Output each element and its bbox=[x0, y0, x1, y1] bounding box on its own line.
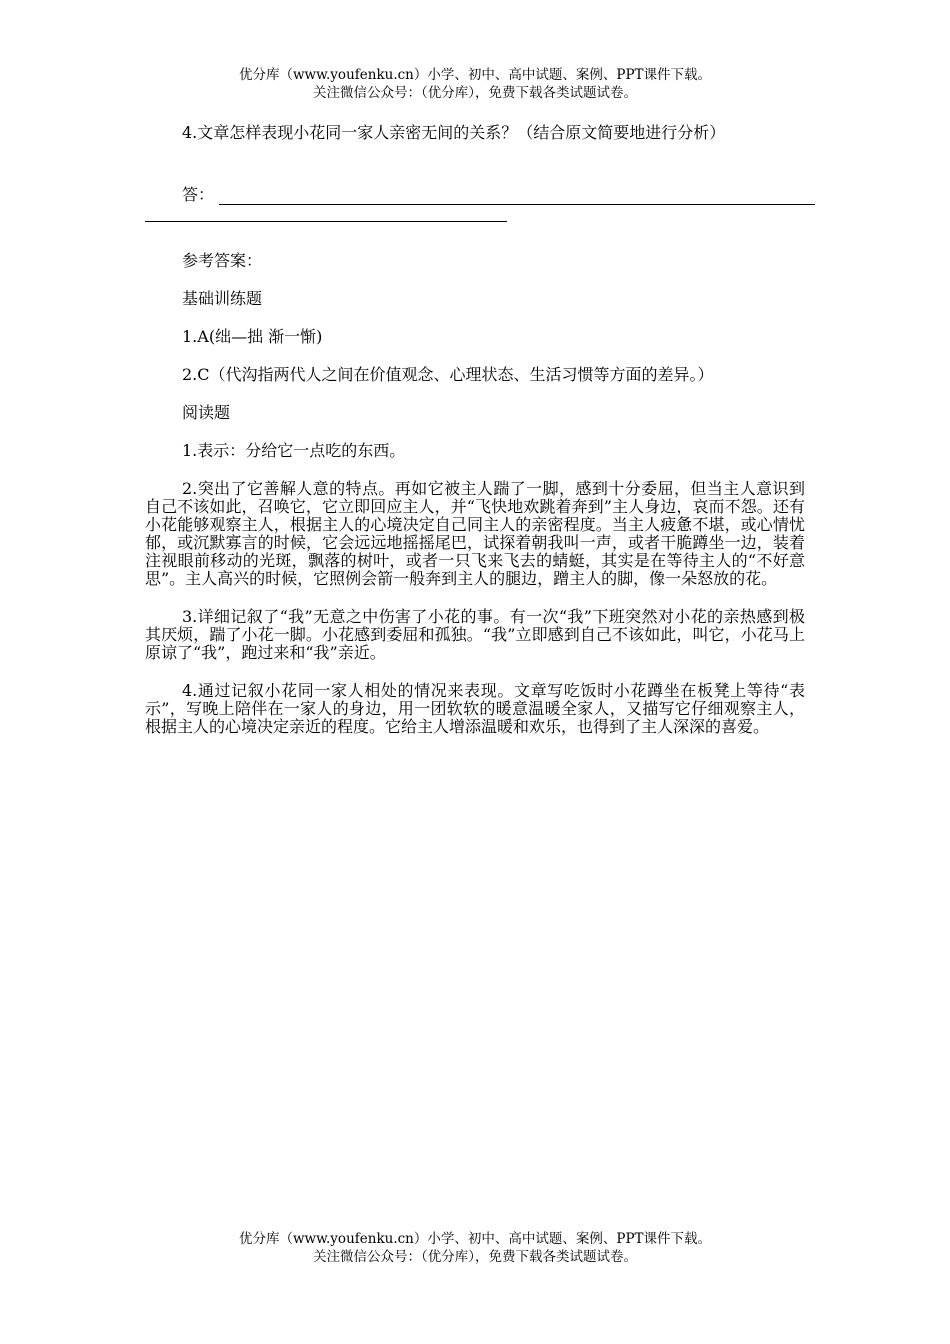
footer-line-1: 优分库（www.youfenku.cn）小学、初中、高中试题、案例、PPT课件下载。 bbox=[238, 1231, 712, 1247]
page-header bbox=[0, 66, 950, 102]
basic-training-title: 基础训练题 bbox=[182, 289, 263, 308]
reading-answer-2: 2.突出了它善解人意的特点。再如它被主人踹了一脚，感到十分委屈，但当主人意识到自己不该如此，召唤它，它立即回应主人，并“飞快地欢跳着奔到”主人身边，哀而不怨。还有小花能够观察主人，根据主人的心境决定自己同主人的亲密程度。当主人疲惫不堪，或心情忧郁，或沉默寡言的时候，它会远远地摇摇尾巴，试探着朝我叫一声，或者干脆蹲坐一边，装着注视眼前移动的光斑，飘落的树叶，或者一只飞来飞去的蜻蜓，其实是在等待主人的“不好意思”。主人高兴的时候，它照例会箭一般奔到主人的腿边，蹭主人的脚，像一朵怒放的花。 bbox=[145, 479, 805, 588]
header-line-1: 优分库（www.youfenku.cn）小学、初中、高中试题、案例、PPT课件下载。 bbox=[238, 67, 712, 83]
question-4-block bbox=[145, 124, 805, 242]
basic-answer-1: 1.A(绌—拙 渐一惭) bbox=[182, 327, 323, 346]
reference-answers-title: 参考答案： bbox=[182, 251, 263, 270]
reading-answer-3: 3.详细记叙了“我”无意之中伤害了小花的事。有一次“我”下班突然对小花的亲热感到极其厌烦，踹了小花一脚。小花感到委屈和孤独。“我”立即感到自己不该如此，叫它，小花马上原谅了“我”，跑过来和“我”亲近。 bbox=[145, 607, 805, 662]
page-footer bbox=[0, 1230, 950, 1266]
header-line-2: 关注微信公众号：（优分库），免费下载各类试题试卷。 bbox=[313, 85, 637, 101]
basic-answer-2: 2.C（代沟指两代人之间在价值观念、心理状态、生活习惯等方面的差异。） bbox=[182, 365, 714, 384]
reading-title: 阅读题 bbox=[182, 403, 231, 422]
answer-label: 答： bbox=[182, 185, 215, 204]
answer-line-1 bbox=[219, 204, 815, 205]
reading-answer-1: 1.表示：分给它一点吃的东西。 bbox=[182, 441, 406, 460]
reading-answer-4: 4.通过记叙小花同一家人相处的情况来表现。文章写吃饭时小花蹲坐在板凳上等待“表示”，写晚上陪伴在一家人的身边，用一团软软的暖意温暖全家人，又描写它仔细观察主人，根据主人的心境决定亲近的程度。它给主人增添温暖和欢乐，也得到了主人深深的喜爱。 bbox=[145, 681, 805, 736]
question-4-text: 4.文章怎样表现小花同一家人亲密无间的关系？（结合原文简要地进行分析） bbox=[182, 123, 726, 142]
document-body bbox=[145, 124, 805, 736]
answer-line-2 bbox=[145, 221, 507, 222]
footer-line-2: 关注微信公众号：（优分库），免费下载各类试题试卷。 bbox=[313, 1249, 637, 1265]
